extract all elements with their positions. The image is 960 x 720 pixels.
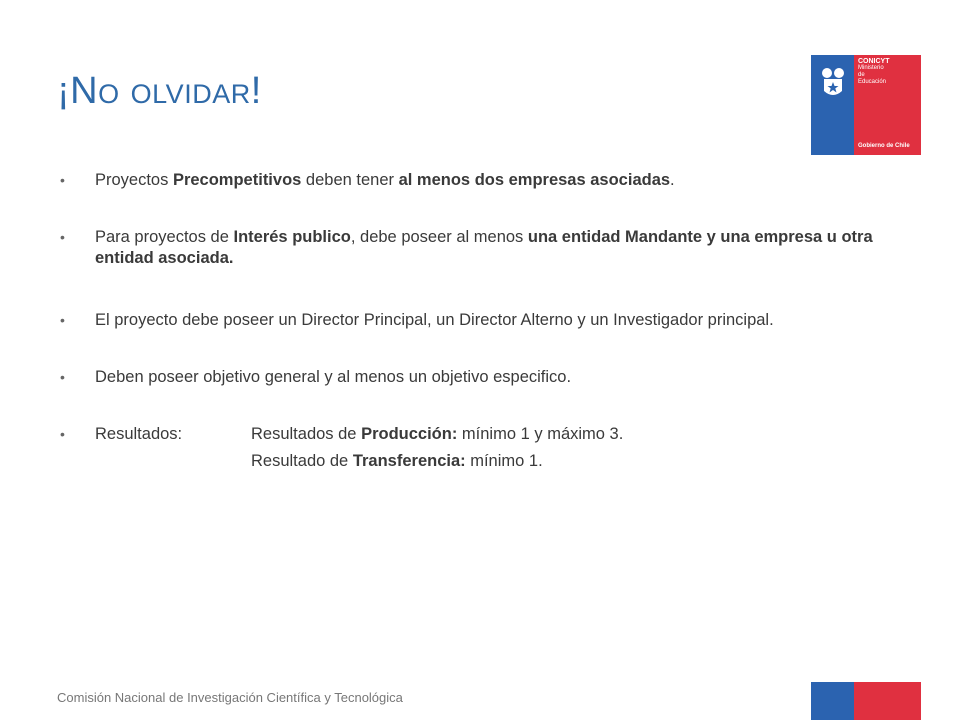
bullet-icon: • bbox=[60, 312, 65, 328]
results-label: Resultados: bbox=[95, 425, 183, 443]
bullet-item: • El proyecto debe poseer un Director Principal, un Director Alterno y un Investigador principal. bbox=[60, 311, 774, 329]
footer-institution-name: Comisión Nacional de Investigación Científica y Tecnológica bbox=[57, 690, 403, 705]
slide-title: ¡No olvidar! bbox=[57, 70, 262, 112]
logo-red-band bbox=[854, 55, 921, 155]
bullet-icon: • bbox=[60, 369, 65, 385]
bullet-icon: • bbox=[60, 172, 65, 188]
logo-blue-band bbox=[811, 55, 854, 155]
results-line-2: Resultado de Transferencia: mínimo 1. bbox=[251, 452, 543, 470]
chile-coat-of-arms-icon bbox=[818, 63, 848, 103]
footer-flag-blue bbox=[811, 682, 854, 720]
bullet-icon: • bbox=[60, 426, 65, 442]
bullet-icon: • bbox=[60, 229, 65, 245]
conicyt-logo bbox=[811, 55, 921, 155]
logo-ministry: Ministerio de Educación bbox=[858, 65, 887, 85]
footer-flag-bar bbox=[811, 682, 921, 720]
bullet-item: • Proyectos Precompetitivos deben tener al menos dos empresas asociadas. bbox=[60, 171, 675, 189]
bullet-item: • Para proyectos de Interés publico, debe poseer al menos una entidad Mandante y una empresa u otra entidad asociada. bbox=[60, 228, 873, 267]
footer-flag-red bbox=[854, 682, 921, 720]
bullet-item: • Deben poseer objetivo general y al menos un objetivo especifico. bbox=[60, 368, 572, 386]
bullet-item-results: • Resultados: Resultados de Producción: mínimo 1 y máximo 3. Resultado de Transferencia: mínimo 1. bbox=[60, 424, 910, 472]
logo-government: Gobierno de Chile bbox=[858, 143, 910, 149]
logo-brand: CONICYT bbox=[858, 58, 890, 65]
